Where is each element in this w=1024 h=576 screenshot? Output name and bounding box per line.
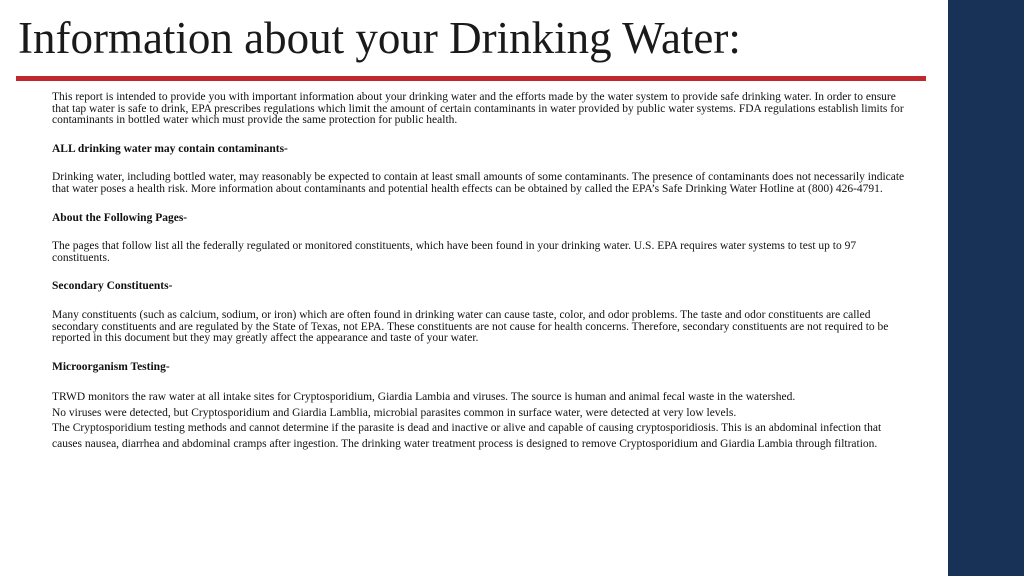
title-divider (16, 76, 926, 81)
secondary-constituents-paragraph: Many constituents (such as calcium, sodium, or iron) which are often found in drinking water can cause taste, color, and odor problems. The taste and odor constituents are called secondary constituents and are regulated by the State of Texas, not EPA. These constituents are not cause for health concerns. Therefore, secondary constituents are not required to be reported in this document but they may greatly affect the appearance and taste of your water. (52, 308, 889, 345)
secondary-constituents-heading: Secondary Constituents- (52, 280, 173, 293)
following-pages-heading: About the Following Pages- (52, 211, 188, 224)
page-title: Information about your Drinking Water: (18, 13, 741, 63)
following-pages-paragraph: The pages that follow list all the federally regulated or monitored constituents, which have been found in your drinking water. U.S. EPA requires water systems to test up to 97 constituents. (52, 240, 857, 264)
contaminants-paragraph: Drinking water, including bottled water, may reasonably be expected to contain at least small amounts of some contaminants. The presence of contaminants does not necessarily indicate that water poses a health risk. More information about contaminants and potential health effects can be obtained by called the EPA’s Safe Drinking Water Hotline at (800) 426-4791. (52, 171, 905, 195)
intro-paragraph: This report is intended to provide you with important information about your drinking water and the efforts made by the water system to provide safe drinking water. In order to ensure that tap water is safe to drink, EPA prescribes regulations which limit the amount of certain contaminants in water provided by public water systems. FDA regulations establish limits for contaminants in bottled water which must provide the same protection for public health. (52, 91, 904, 127)
document-body (52, 92, 912, 452)
microorganism-paragraph-2: No viruses were detected, but Cryptosporidium and Giardia Lamblia, microbial parasites common in surface water, were detected at very low levels. (52, 406, 737, 419)
microorganism-paragraph-1: TRWD monitors the raw water at all intake sites for Cryptosporidium, Giardia Lambia and viruses. The source is human and animal fecal waste in the watershed. (52, 391, 796, 404)
microorganism-paragraph-3: The Cryptosporidium testing methods and cannot determine if the parasite is dead and inactive or alive and capable of causing cryptosporidiosis. This is an abdominal infection that causes nausea, diarrhea and abdominal cramps after ingestion. The drinking water treatment process is designed to remove Cryptosporidium and Giardia Lambia through filtration. (52, 422, 882, 450)
contaminants-heading: ALL drinking water may contain contaminants- (52, 142, 288, 155)
sidebar-band (948, 0, 1024, 576)
microorganism-heading: Microorganism Testing- (52, 360, 170, 373)
